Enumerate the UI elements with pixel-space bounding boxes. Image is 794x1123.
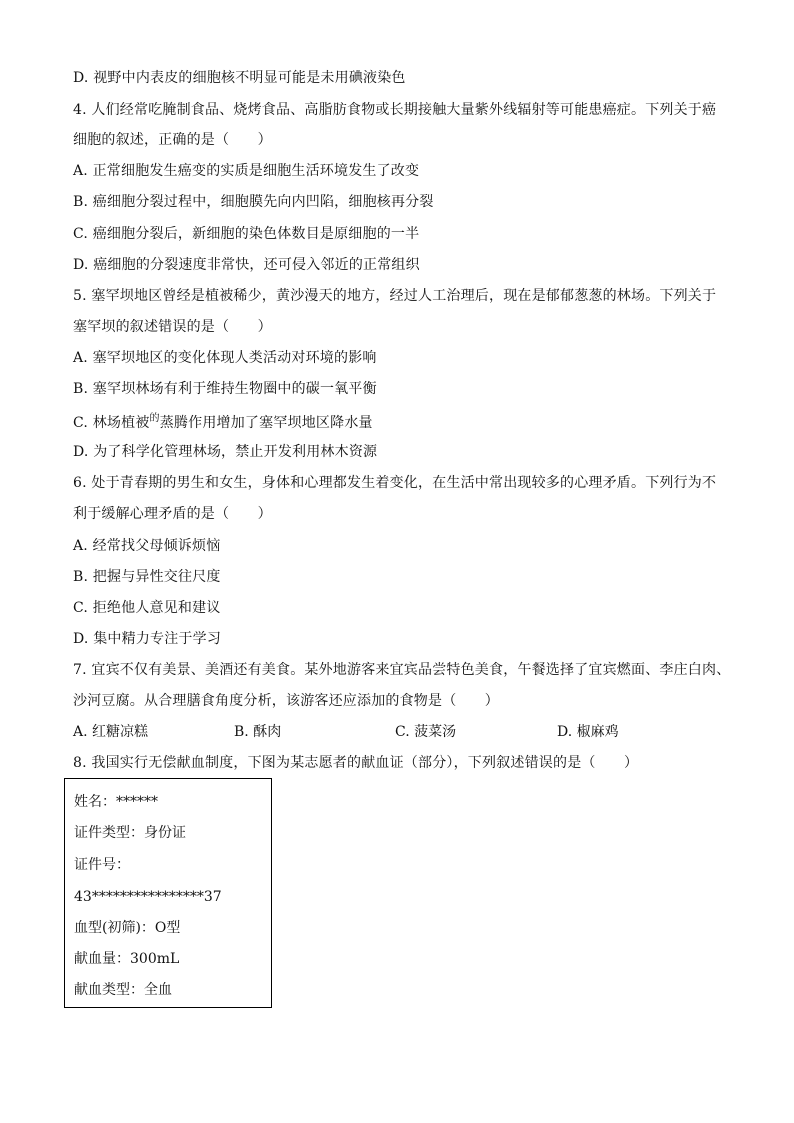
q7-stem-line-1: 7. 宜宾不仅有美景、美酒还有美食。某外地游客来宜宾品尝特色美食，午餐选择了宜宾燃面、李庄白肉、 bbox=[73, 662, 731, 678]
q5-option-c-before: C. 林场植被 bbox=[73, 415, 150, 431]
q5-option-a: A. 塞罕坝地区的变化体现人类活动对环境的影响 bbox=[73, 350, 377, 366]
q4-option-a: A. 正常细胞发生癌变的实质是细胞生活环境发生了改变 bbox=[73, 163, 420, 179]
q6-option-c: C. 拒绝他人意见和建议 bbox=[73, 600, 221, 616]
cert-name: 姓名：****** bbox=[74, 794, 158, 810]
q4-option-c: C. 癌细胞分裂后，新细胞的染色体数目是原细胞的一半 bbox=[73, 226, 420, 242]
q5-stem-line-2: 塞罕坝的叙述错误的是（ ） bbox=[73, 319, 272, 335]
q7-option-a: A. 红糖凉糕 bbox=[73, 724, 149, 740]
q3-option-d: D. 视野中内表皮的细胞核不明显可能是未用碘液染色 bbox=[73, 70, 406, 86]
q4-stem-line-2: 细胞的叙述，正确的是（ ） bbox=[73, 132, 272, 148]
cert-donation-volume: 献血量：300mL bbox=[74, 951, 180, 967]
q6-option-a: A. 经常找父母倾诉烦恼 bbox=[73, 538, 221, 554]
q4-stem-line-1: 4. 人们经常吃腌制食品、烧烤食品、高脂肪食物或长期接触大量紫外线辐射等可能患癌症。下列关于癌 bbox=[73, 102, 717, 118]
q5-option-b: B. 塞罕坝林场有利于维持生物圈中的碳一氧平衡 bbox=[73, 381, 377, 397]
cert-id-number: 43****************37 bbox=[74, 889, 222, 905]
blood-donation-certificate bbox=[64, 778, 272, 1008]
q7-option-c: C. 菠菜汤 bbox=[395, 724, 457, 740]
q6-stem-line-2: 利于缓解心理矛盾的是（ ） bbox=[73, 506, 272, 522]
q5-stem-line-1: 5. 塞罕坝地区曾经是植被稀少，黄沙漫天的地方，经过人工治理后，现在是郁郁葱葱的林场。下列关于 bbox=[73, 288, 717, 304]
q6-stem-line-1: 6. 处于青春期的男生和女生，身体和心理都发生着变化，在生活中常出现较多的心理矛盾。下列行为不 bbox=[73, 475, 717, 491]
q4-option-b: B. 癌细胞分裂过程中，细胞膜先向内凹陷，细胞核再分裂 bbox=[73, 194, 434, 210]
cert-id-number-label: 证件号： bbox=[74, 857, 130, 873]
q7-option-d: D. 椒麻鸡 bbox=[557, 724, 619, 740]
q5-option-c-sup: 的 bbox=[149, 413, 160, 424]
cert-blood-type: 血型(初筛)：O型 bbox=[74, 920, 181, 936]
q6-option-d: D. 集中精力专注于学习 bbox=[73, 631, 222, 647]
cert-id-type: 证件类型：身份证 bbox=[74, 825, 186, 841]
q7-option-b: B. 酥肉 bbox=[234, 724, 282, 740]
q5-option-c-after: 蒸腾作用增加了塞罕坝地区降水量 bbox=[159, 415, 373, 431]
q7-stem-line-2: 沙河豆腐。从合理膳食角度分析，该游客还应添加的食物是（ ） bbox=[73, 693, 499, 709]
cert-donation-type: 献血类型：全血 bbox=[74, 982, 172, 998]
q5-option-d: D. 为了科学化管理林场，禁止开发利用林木资源 bbox=[73, 444, 378, 460]
q4-option-d: D. 癌细胞的分裂速度非常快，还可侵入邻近的正常组织 bbox=[73, 257, 420, 273]
q8-stem: 8. 我国实行无偿献血制度，下图为某志愿者的献血证（部分），下列叙述错误的是（ ） bbox=[73, 755, 639, 771]
q5-option-c bbox=[73, 414, 373, 434]
q6-option-b: B. 把握与异性交往尺度 bbox=[73, 569, 221, 585]
